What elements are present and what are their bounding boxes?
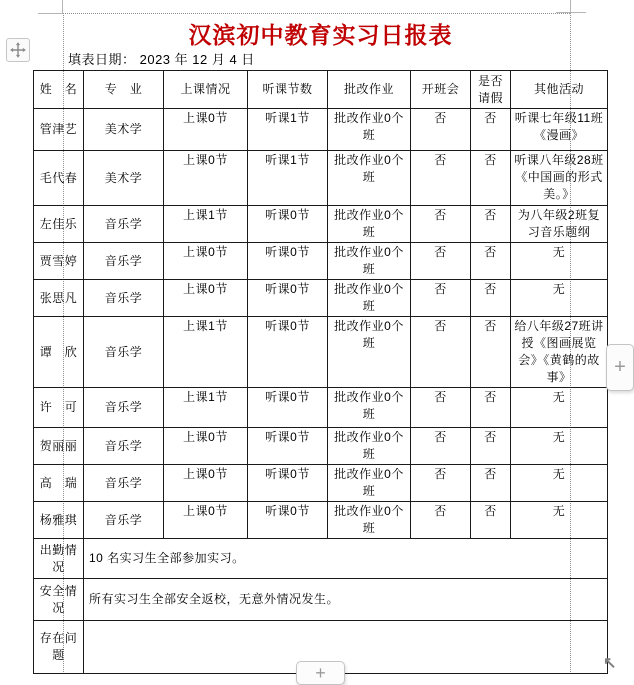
cell-name[interactable]: 毛代春 [34,151,84,206]
plus-icon: + [315,662,326,683]
cell-homework[interactable]: 批改作业0个班 [328,428,411,465]
cell-meeting[interactable]: 否 [411,109,471,151]
cell-homework[interactable]: 批改作业0个班 [328,465,411,502]
student-row [34,243,608,280]
cell-name[interactable]: 许 可 [34,388,84,428]
cell-homework[interactable]: 批改作业0个班 [328,388,411,428]
cell-name[interactable]: 张思凡 [34,280,84,317]
cell-major[interactable]: 音乐学 [84,280,164,317]
cell-teaching[interactable]: 上课1节 [164,206,248,243]
cell-listening[interactable]: 听课0节 [248,388,328,428]
cell-meeting[interactable]: 否 [411,502,471,539]
cell-other[interactable]: 为八年级2班复习音乐题纲 [511,206,608,243]
cell-homework[interactable]: 批改作业0个班 [328,317,411,388]
cell-name[interactable]: 杨雅琪 [34,502,84,539]
summary-content[interactable] [84,621,608,674]
cell-leave[interactable]: 否 [471,243,511,280]
cell-listening[interactable]: 听课0节 [248,280,328,317]
cell-meeting[interactable]: 否 [411,243,471,280]
cell-teaching[interactable]: 上课0节 [164,109,248,151]
cell-major[interactable]: 音乐学 [84,317,164,388]
cell-homework[interactable]: 批改作业0个班 [328,243,411,280]
cell-other[interactable]: 听课七年级11班《漫画》 [511,109,608,151]
cell-name[interactable]: 管津艺 [34,109,84,151]
cell-other[interactable]: 听课八年级28班《中国画的形式美。》 [511,151,608,206]
cell-listening[interactable]: 听课0节 [248,243,328,280]
student-row [34,388,608,428]
cell-listening[interactable]: 听课1节 [248,151,328,206]
cell-meeting[interactable]: 否 [411,151,471,206]
cell-leave[interactable]: 否 [471,280,511,317]
col-header-homework[interactable]: 批改作业 [328,71,411,109]
cell-teaching[interactable]: 上课0节 [164,280,248,317]
margin-cropmark-top-left-h [38,13,63,14]
cell-leave[interactable]: 否 [471,109,511,151]
margin-cropmark-top-right-v [570,0,571,12]
table-body [34,109,608,674]
cell-meeting[interactable]: 否 [411,465,471,502]
summary-label[interactable]: 出勤情况 [34,539,84,579]
student-row [34,206,608,243]
cell-teaching[interactable]: 上课0节 [164,243,248,280]
cell-major[interactable]: 音乐学 [84,465,164,502]
daily-report-table [33,70,608,674]
report-title[interactable]: 汉滨初中教育实习日报表 [188,22,453,48]
cell-teaching[interactable]: 上课0节 [164,502,248,539]
cell-other[interactable]: 无 [511,465,608,502]
cell-teaching[interactable]: 上课0节 [164,465,248,502]
cell-leave[interactable]: 否 [471,206,511,243]
cell-major[interactable]: 音乐学 [84,428,164,465]
student-row [34,428,608,465]
cell-meeting[interactable]: 否 [411,428,471,465]
cell-homework[interactable]: 批改作业0个班 [328,109,411,151]
cell-meeting[interactable]: 否 [411,317,471,388]
add-column-button[interactable] [606,344,634,391]
cell-major[interactable]: 音乐学 [84,388,164,428]
cell-meeting[interactable]: 否 [411,280,471,317]
cell-major[interactable]: 美术学 [84,109,164,151]
cell-listening[interactable]: 听课1节 [248,109,328,151]
col-header-other[interactable]: 其他活动 [511,71,608,109]
cell-name[interactable]: 左佳乐 [34,206,84,243]
cell-leave[interactable]: 否 [471,465,511,502]
summary-row [34,579,608,621]
student-row [34,502,608,539]
cell-major[interactable]: 美术学 [84,151,164,206]
col-header-meeting[interactable]: 开班会 [411,71,471,109]
summary-content[interactable]: 所有实习生全部安全返校，无意外情况发生。 [84,579,608,621]
col-header-name[interactable]: 姓 名 [34,71,84,109]
cell-listening[interactable]: 听课0节 [248,502,328,539]
cell-other[interactable]: 给八年级27班讲授《图画展览会》《黄鹤的故事》 [511,317,608,388]
add-row-button[interactable] [296,661,345,685]
margin-cropmark-top-left-v [62,0,63,13]
student-row [34,280,608,317]
cell-other[interactable]: 无 [511,388,608,428]
cell-homework[interactable]: 批改作业0个班 [328,206,411,243]
student-row [34,151,608,206]
cell-major[interactable]: 音乐学 [84,206,164,243]
cell-teaching[interactable]: 上课0节 [164,151,248,206]
cell-name[interactable]: 贺丽丽 [34,428,84,465]
text-boundary-top [63,13,570,14]
col-header-teaching[interactable]: 上课情况 [164,71,248,109]
cell-leave[interactable]: 否 [471,388,511,428]
summary-content[interactable]: 10 名实习生全部参加实习。 [84,539,608,579]
summary-label[interactable]: 安全情况 [34,579,84,621]
col-header-major[interactable]: 专 业 [84,71,164,109]
cell-other[interactable]: 无 [511,243,608,280]
form-date[interactable]: 填表日期： 2023 年 12 月 4 日 [68,52,255,67]
cell-name[interactable]: 贾雪婷 [34,243,84,280]
cell-listening[interactable]: 听课0节 [248,317,328,388]
move-cross-icon [9,41,27,59]
cell-major[interactable]: 音乐学 [84,502,164,539]
summary-label[interactable]: 存在问题 [34,621,84,674]
margin-cropmark-top-right-h [556,12,586,13]
cell-teaching[interactable]: 上课0节 [164,428,248,465]
cell-listening[interactable]: 听课0节 [248,428,328,465]
cell-leave[interactable]: 否 [471,428,511,465]
cell-meeting[interactable]: 否 [411,206,471,243]
cell-homework[interactable]: 批改作业0个班 [328,502,411,539]
cell-homework[interactable]: 批改作业0个班 [328,280,411,317]
col-header-leave[interactable]: 是否请假 [471,71,511,109]
cell-name[interactable]: 谭 欣 [34,317,84,388]
cell-listening[interactable]: 听课0节 [248,206,328,243]
student-row [34,317,608,388]
cell-other[interactable]: 无 [511,502,608,539]
cell-listening[interactable]: 听课0节 [248,465,328,502]
cell-meeting[interactable]: 否 [411,388,471,428]
cell-teaching[interactable]: 上课1节 [164,388,248,428]
plus-icon: + [614,356,626,378]
table-move-handle[interactable] [6,38,30,62]
summary-row [34,539,608,579]
mouse-cursor-icon: ↖ [603,655,617,672]
cell-other[interactable]: 无 [511,428,608,465]
cell-other[interactable]: 无 [511,280,608,317]
cell-major[interactable]: 音乐学 [84,243,164,280]
cell-leave[interactable]: 否 [471,151,511,206]
student-row [34,109,608,151]
cell-teaching[interactable]: 上课1节 [164,317,248,388]
cell-leave[interactable]: 否 [471,317,511,388]
cell-leave[interactable]: 否 [471,502,511,539]
col-header-listening[interactable]: 听课节数 [248,71,328,109]
cell-homework[interactable]: 批改作业0个班 [328,151,411,206]
table-header-row [34,71,608,109]
student-row [34,465,608,502]
cell-name[interactable]: 高 瑞 [34,465,84,502]
